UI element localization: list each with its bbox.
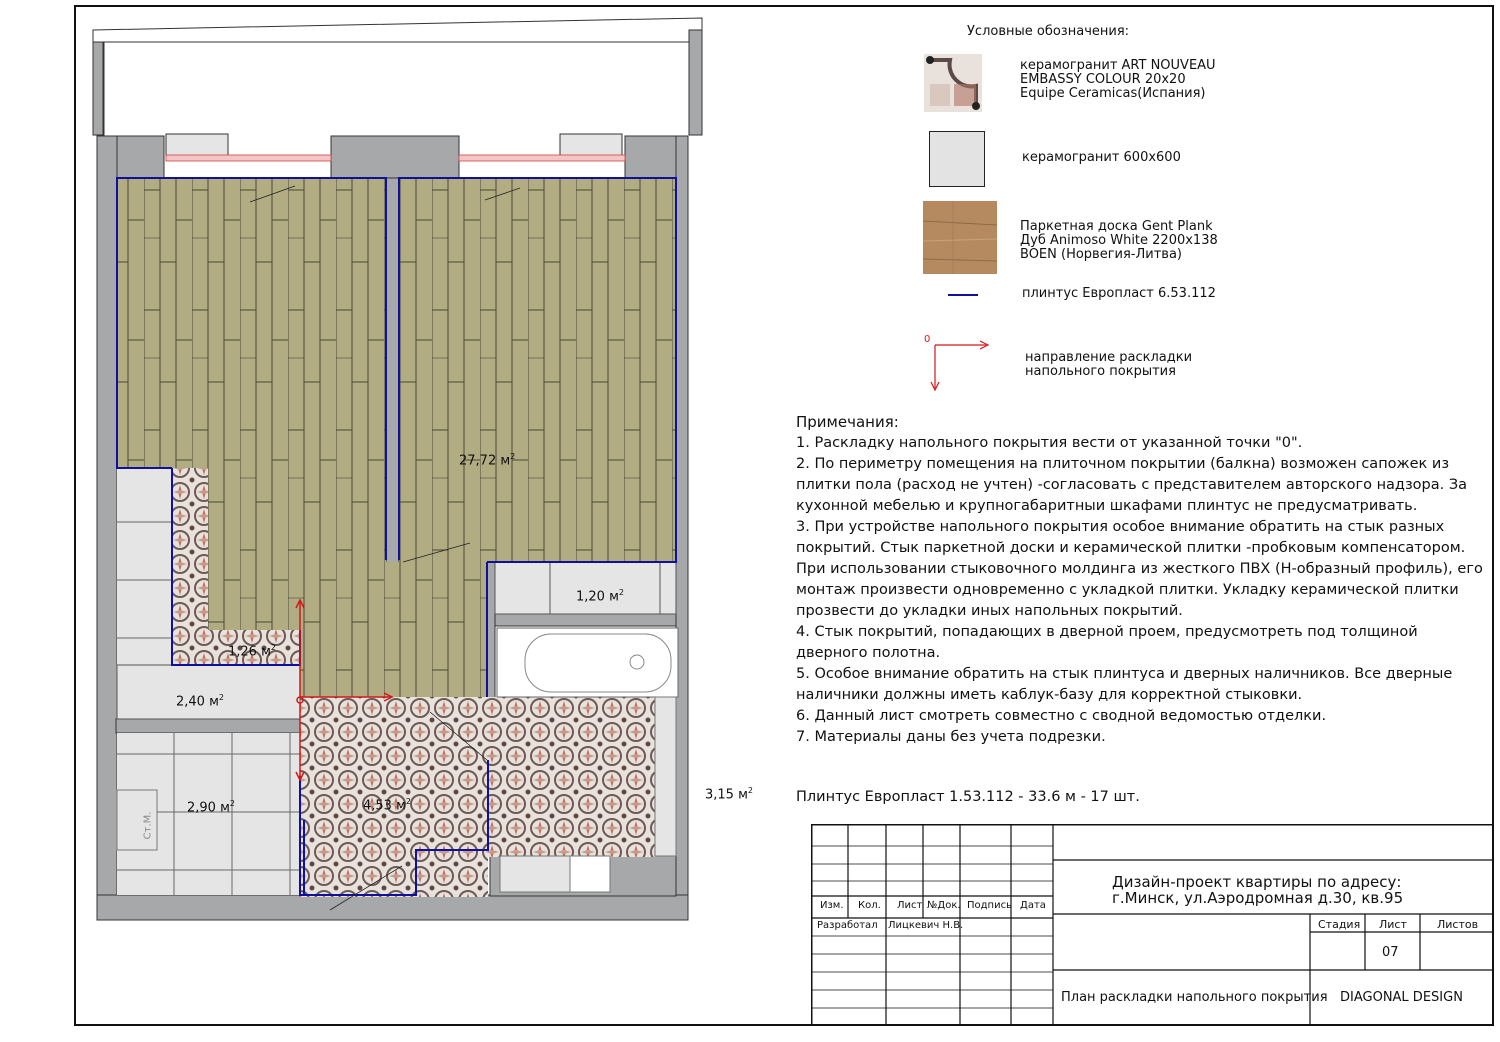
legend-direction: направление раскладки напольного покрытия [1025,350,1193,379]
note-item: 5. Особое внимание обратить на стык плинтуса и дверных наличников. Все дверные наличники должны иметь каблук-базу для корректной стыковки. [796,666,1453,703]
legend-porcelain-600: керамогранит 600х600 [1022,150,1181,165]
area-sup: 2 [510,452,516,461]
parquet-swatch [923,201,997,274]
area-bathroom-value: 3,15 м [705,787,748,803]
skirting-swatch [946,290,980,300]
area-bathroom [705,786,753,802]
tb-stage-header: Стадия [1318,918,1361,931]
origin-label: 0 [924,334,931,345]
balcony [93,18,702,135]
tb-header-doc: №Док. [927,900,961,911]
tb-header-sign: Подпись [967,900,1012,911]
area-kitchen-value: 2,40 м [176,694,219,710]
tb-developed-by: Разработал [817,920,878,931]
area-bath-left [187,799,235,815]
tb-project-title: Дизайн-проект квартиры по адресу: г.Минск, ул.Аэродромная д.30, кв.95 [1112,873,1404,907]
area-corridor [228,643,276,659]
area-bath-left-value: 2,90 м [187,800,230,816]
wc-label: Ст.М. [142,811,154,840]
direction-swatch [920,330,992,392]
tb-header-list: Лист [897,900,923,911]
tb-sheet-header: Лист [1379,918,1407,931]
area-hall-value: 4,53 м [363,798,406,814]
notes-list [796,433,1486,748]
note-item: 2. По периметру помещения на плиточном покрытии (балкна) возможен сапожек из плитки пола (расход не учтен) -согласовать с представителем авторского надзора. За кухонной мебелью и крупногабаритныи шкафами плинтус не предусматривать. [796,456,1468,514]
note-item: 6. Данный лист смотреть совместно с сводной ведомостью отделки. [796,708,1327,724]
area-sup: 2 [405,797,411,806]
area-sup: 2 [747,786,753,795]
notes-title: Примечания: [796,413,899,431]
tb-company: DIAGONAL DESIGN [1340,990,1463,1005]
legend-parquet: Паркетная доска Gent Plank Дуб Animoso White 2200x138 BOEN (Норвегия-Литва) [1020,219,1218,262]
area-balcony-value: 1,20 м [576,589,619,605]
area-kitchen [176,693,224,709]
note-item: 3. При устройстве напольного покрытия особое внимание обратить на стык разных покрытий. Стык паркетной доски и керамической плитки -пробковым компенсатором. При использовании стыковочного молдинга из жесткого ПВХ (Н-образный профиль), его монтаж произвести одновременно с укладкой плитки. Укладку керамической плитки прозвести до укладки иных напольных покрытий. [796,519,1483,619]
area-main-value: 27,72 м [459,453,511,469]
legend-title: Условные обозначения: [967,24,1130,39]
area-balcony [576,588,624,604]
note-item: 7. Материалы даны без учета подрезки. [796,729,1106,745]
tb-sheets-header: Листов [1437,918,1479,931]
area-sup: 2 [270,643,276,652]
area-sup: 2 [218,693,224,702]
porcelain-600-swatch [929,131,985,187]
art-nouveau-tile-swatch [924,54,982,112]
tb-sheet-number: 07 [1382,945,1399,960]
area-main-room [459,452,515,468]
bathtub [497,628,678,697]
area-sup: 2 [229,799,235,808]
tb-developer: Лицкевич Н.В. [888,920,964,931]
area-sup: 2 [618,588,624,597]
note-item: 4. Стык покрытий, попадающих в дверной проем, предусмотреть под толщиной дверного полотна. [796,624,1418,661]
legend-art-nouveau: керамогранит ART NOUVEAU EMBASSY COLOUR 20x20 Equipe Ceramicas(Испания) [1020,58,1216,101]
note-item: 1. Раскладку напольного покрытия вести от указанной точки "0". [796,435,1303,451]
legend-skirting: плинтус Европласт 6.53.112 [1022,286,1216,301]
tb-header-izm: Изм. [820,900,844,911]
skirting-total: Плинтус Европласт 1.53.112 - 33.6 м - 17 шт. [796,789,1140,805]
area-hall [363,797,411,813]
tb-header-kol: Кол. [858,900,881,911]
tb-drawing-name: План раскладки напольного покрытия [1061,990,1328,1005]
tb-header-date: Дата [1020,900,1046,911]
area-corridor-value: 1,26 м [228,644,271,660]
